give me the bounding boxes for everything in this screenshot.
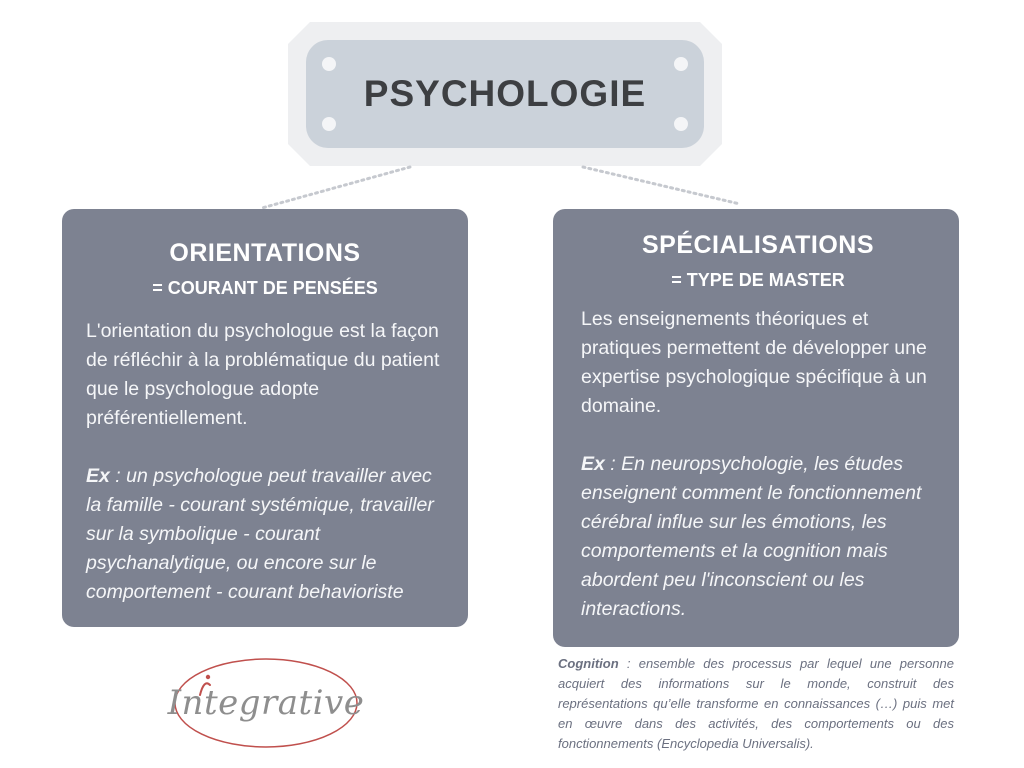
logo-wordmark: Integrative — [167, 683, 365, 723]
rivet-top-right — [674, 57, 688, 71]
rivet-bottom-right — [674, 117, 688, 131]
page-title: PSYCHOLOGIE — [363, 73, 647, 114]
specialisations-title: SPÉCIALISATIONS — [641, 231, 875, 259]
specialisations-example-label: Ex — [581, 453, 605, 475]
rivet-top-left — [322, 57, 336, 71]
connector-right — [583, 167, 740, 204]
connector-left — [262, 167, 410, 208]
specialisations-example — [581, 450, 935, 624]
orientations-example-text: : un psychologue peut travailler avec la famille - courant systémique, travailler sur la symbolique - courant psychanalytique, ou encore sur le comportement - courant behavioriste — [86, 465, 434, 603]
footnote-text: : ensemble des processus par lequel une personne acquiert des informations sur le monde, construit des représentations qu’elle transforme en connaissances (…) puis met en œuvre dans des activités, des comportements ou des fonctionnements (Encyclopedia Universalis). — [558, 656, 954, 751]
title-plaque — [306, 40, 704, 148]
rivet-bottom-left — [322, 117, 336, 131]
specialisations-example-text: : En neuropsychologie, les études enseignent comment le fonctionnement cérébral influe sur les émotions, les comportements et la cognition mais abordent peu l'inconscient ou les interactions. — [581, 453, 922, 620]
specialisations-description: Les enseignements théoriques et pratiques permettent de développer une expertise psychologique spécifique à un domaine. — [581, 308, 927, 417]
orientations-card — [62, 209, 468, 627]
integrative-logo — [167, 655, 365, 751]
orientations-example — [86, 462, 444, 607]
footnote-term: Cognition — [558, 656, 619, 671]
cognition-footnote — [558, 654, 954, 754]
orientations-example-label: Ex — [86, 465, 110, 487]
specialisations-card — [553, 209, 959, 647]
orientations-subtitle: = COURANT DE PENSÉES — [152, 278, 378, 298]
orientations-description: L'orientation du psychologue est la façon de réfléchir à la problématique du patient que le psychologue adopte préférentiellement. — [86, 320, 440, 429]
orientations-title: ORIENTATIONS — [169, 239, 361, 267]
specialisations-subtitle: = TYPE DE MASTER — [671, 270, 845, 290]
